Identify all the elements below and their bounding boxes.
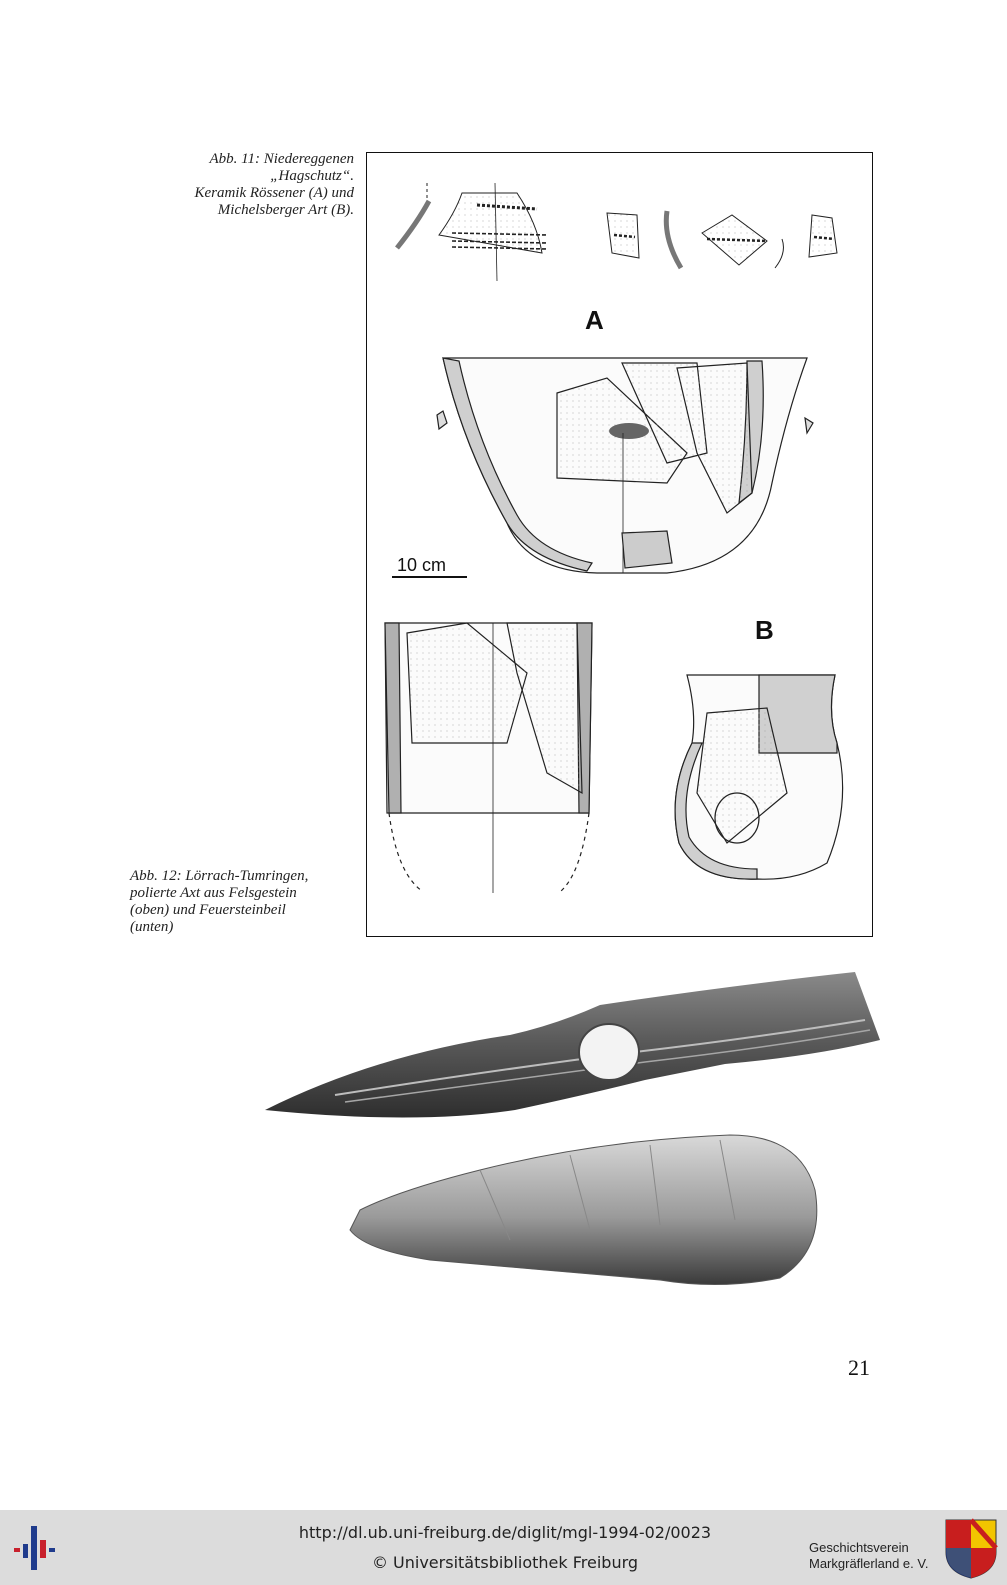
society-line: Markgräflerland e. V. [809,1556,929,1571]
pot-b-right [675,675,843,879]
figure-11-frame [366,152,873,937]
page-number: 21 [848,1355,870,1380]
flint-axe-photo [340,1130,830,1300]
figure-11-caption [140,151,354,219]
society-name [809,1540,939,1572]
caption-line: Keramik Rössener (A) und [194,185,354,201]
society-line: Geschichtsverein [809,1540,909,1555]
caption-line: (oben) und Feuersteinbeil [130,902,286,918]
figure-12-caption [130,868,360,936]
caption-line: (unten) [130,919,174,935]
copyright-text: © Universitätsbibliothek Freiburg [371,1553,639,1572]
label-a: A [585,305,604,335]
polished-axe-photo [255,960,895,1130]
library-logo-icon [14,1526,62,1570]
caption-line: „Hagschutz“. [270,168,354,184]
caption-line: Abb. 12: Lörrach-Tumringen, [130,868,309,884]
top-sherds [397,183,837,281]
label-b: B [755,615,774,645]
caption-line: polierte Axt aus Felsgestein [130,885,297,901]
caption-line: Abb. 11: Niedereggenen [209,151,354,167]
scale-bar-label: 10 cm [397,555,447,575]
beaker-b-left [385,623,592,893]
footer-bar [0,1510,1007,1585]
document-url-link[interactable]: http://dl.ub.uni-freiburg.de/diglit/mgl-1994-02/0023 [298,1523,712,1542]
bowl-a [437,358,813,573]
caption-line: Michelsberger Art (B). [217,202,354,218]
coat-of-arms-icon [944,1518,998,1580]
pottery-drawings [367,153,872,936]
